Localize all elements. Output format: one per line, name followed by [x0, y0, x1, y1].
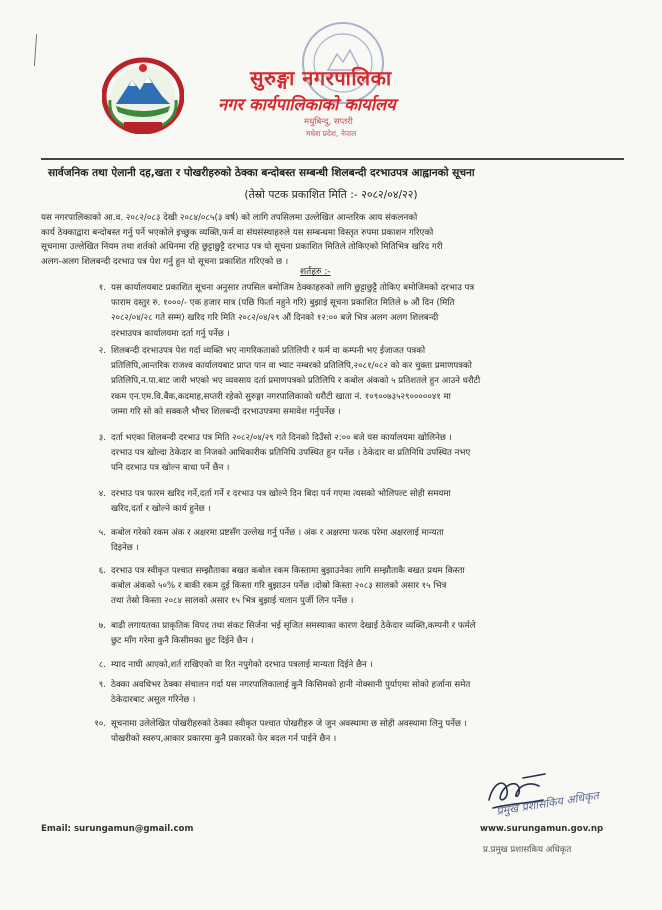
condition-line: दरभाउ पत्र खोल्दा ठेकेदार वा निजको आधिकारीक प्रतिनिधि उपस्थित हुन पर्नेछ । ठेकेदार वा प्रतिनिधि उपस्थित नभए: [111, 448, 471, 459]
condition-number: ५.: [98, 528, 106, 538]
condition-line: खरिद,दर्ता र खोल्ने कार्य हुनेछ ।: [111, 504, 211, 515]
intro-line: कार्य ठेक्काद्वारा बन्दोबस्त गर्नु पर्ने भएकोले इच्छुक व्यक्ति,फर्म वा संघसंस्थाहरुले यस सम्बन्धमा विस्तृत रुपमा प्रकाशन गरिएको: [41, 227, 434, 238]
condition-line: प्रतिलिपि,आन्तरिक राजश्व कार्यालयबाट प्राप्त पान वा भ्याट नम्बरको प्रतिलिपि,२०८१/०८२ को कर चुक्ता प्रमाणपत्रको: [111, 361, 472, 372]
nepal-emblem-icon: [102, 56, 184, 134]
condition-line: कबोल अंकको ५०% र बाकी रकम दुई किस्ता गरि बुझाउन पर्नेछ ।दोस्रो किस्ता २०८३ सालको असार १५ भित्र: [111, 581, 447, 592]
condition-number: ४.: [98, 489, 106, 499]
condition-line: दरभाउ पत्र स्वीकृत पश्चात सम्झौताका बखत कबोल रकम किस्तामा बुझाउनेका लागि सम्झौताकै बखत प्रथम किस्ता: [111, 566, 465, 576]
condition-line: कबोल गरेको रकम अंक र अक्षरमा प्रष्टसँग उल्लेख गर्नु पर्नेछ । अंक र अक्षरमा फरक परेमा अक्षरलाई मान्यता: [111, 528, 444, 538]
intro-line: अलग-अलग शिलबन्दी दरभाउ पत्र पेश गर्नु हुन यो सूचना प्रकाशित गरिएको छ ।: [41, 256, 289, 267]
condition-line: तथा तेस्रो किस्ता २०८४ सालको असार १५ भित्र बुझाई चलान पुर्जी लिन पर्नेछ ।: [111, 596, 354, 607]
notice-title: सार्वजनिक तथा ऐलानी दह,खता र पोखरीहरुको ठेक्का बन्दोबस्त सम्बन्धी शिलबन्दी दरभाउपत्र आह्वानको सूचना: [48, 167, 475, 179]
notice-intro-paragraph: [41, 211, 626, 269]
footer-email: Email: surungamun@gmail.com: [41, 824, 194, 834]
officer-designation: प्र.प्रमुख प्रशासकिय अधिकृत: [483, 845, 572, 855]
footer-website: www.surungamun.gov.np: [480, 824, 604, 834]
condition-number: ७.: [98, 621, 106, 631]
condition-line: म्याद नाघी आएको,शर्त राखिएको वा रित नपुगेको दरभाउ पत्रलाई मान्यता दिईने छैन ।: [111, 660, 373, 670]
header-divider: [41, 158, 624, 160]
municipality-name: सुरुङ्गा नगरपालिका: [250, 66, 392, 90]
condition-line: ठेकेदारबाट असुल गरिनेछ ।: [111, 695, 196, 706]
condition-line: दरभाउपत्र कार्यालयमा दर्ता गर्नु पर्नेछ ।: [111, 328, 230, 339]
condition-line: दर्ता भएका शिलबन्दी दरभाउ पत्र मिति २०८२/०४/२९ गते दिनको दिउँसो २:०० बजे यस कार्यालयमा खोलिनेछ ।: [111, 433, 452, 443]
condition-line: फाराम दस्तुर रु. १०००/- एक हजार मात्र (पछि फिर्ता नहुने गरि) बुझाई सूचना प्रकाशित मितिले ७ औं दिन (मिति: [111, 298, 455, 309]
condition-line: पनि दरभाउ पत्र खोल्न बाधा पर्ने छैन ।: [111, 463, 230, 474]
condition-line: बाढी लगायतका प्राकृतिक विपद तथा संकट सिर्जना भई सृजित समस्याका कारण देखाई ठेकेदार व्यक्ति,कम्पनी र फर्मले: [111, 621, 476, 631]
condition-number: १०.: [94, 719, 106, 729]
address-line-1: मधुबिन्दु, सप्तरी: [304, 117, 353, 127]
intro-line: यस नगरपालिकाको आ.व. २०८२/०८३ देखी २०८४/०८५(३ वर्ष) को लागि तपसिलमा उल्लेखित आन्तरिक आय संकलनको: [41, 213, 418, 223]
intro-line: सूचनामा उल्लेखित नियम तथा शर्तको अधिनमा रहि छुट्टाछुट्टै दरभाउ पत्र यो सूचना प्रकाशित मितिले तोकिएको मितिभित्र खरिद गरी: [41, 242, 443, 253]
condition-line: पोखरीको स्वरुप,आकार प्रकारमा कुनै प्रकारको फेर बदल गर्न पाईने छैन ।: [111, 734, 337, 745]
office-name: नगर कार्यपालिकाको कार्यालय: [218, 95, 396, 114]
condition-line: २०८२/०४/२८ गते सम्म) खरिद गरि मिति २०८२/०४/२९ औं दिनको १२:०० बजे भित्र अलग अलग शिलबन्दी: [111, 313, 439, 324]
condition-line: जम्मा गरि सो को सक्कलै भौचर शिलबन्दी दरभाउपत्रमा समावेश गर्नुपर्नेछ ।: [111, 406, 341, 417]
condition-number: २.: [98, 346, 106, 356]
officer-stamp: प्रमुख प्रशासकिय अधिकृत: [495, 789, 600, 818]
page-edge-mark: [34, 34, 37, 66]
condition-number: ९.: [98, 680, 106, 690]
condition-line: यस कार्यालयबाट प्रकाशित सूचना अनुसार तपसिल बमोजिम ठेक्काहरुको लागि छुट्टाछुट्टै तोकिए बमोजिमको दरभाउ पत्र: [111, 283, 475, 293]
condition-line: रकम एन.एम.वि.बैंक,कदमाह,सप्तरी रहेको सुरुङ्गा नगरपालिकाको धरौटी खाता नं. १०९००७३५२९०००००४१ मा: [111, 391, 451, 402]
condition-line: छुट माँग गरेमा कुनै किसीमका छुट दिईने छैन ।: [111, 636, 254, 647]
condition-line: प्रतिलिपि,न.पा.बाट जारी भएको भए व्यवसाय दर्ता प्रमाणपत्रको प्रतिलिपि र कबोल अंकको ५ प्रतिशतले हुन आउने धरौटी: [111, 376, 481, 387]
condition-number: १.: [98, 283, 106, 293]
condition-number: ६.: [98, 566, 106, 576]
notice-subtitle: (तेस्रो पटक प्रकाशित मिति :- २०८२/०४/२२): [244, 188, 418, 201]
conditions-heading: शर्तहरु :-: [300, 267, 331, 277]
condition-number: ३.: [98, 433, 106, 443]
condition-line: ठेक्का अवधिभर ठेक्का संचालन गर्दा यस नगरपालिकालाई कुनै किसिमको हानी नोक्सानी पुर्याएमा सोको हर्जाना समेत: [111, 680, 471, 690]
condition-line: शिलबन्दी दरभाउपत्र पेश गर्दा व्यक्ति भए नागरिकताको प्रतिलिपी र फर्म वा कम्पनी भए ईजाजत पत्रको: [111, 346, 426, 356]
condition-line: दरभाउ पत्र फारम खरिद गर्ने,दर्ता गर्ने र दरभाउ पत्र खोल्ने दिन बिदा पर्न गएमा त्यसको भोलिपल्ट सोही समयमा: [111, 489, 451, 499]
condition-line: सूचनामा उलेलेखित पोखरीहरुको ठेक्का स्वीकृत पश्चात पोखरीहरु जे जुन अवस्थामा छ सोही अवस्थामा लिनु पर्नेछ ।: [111, 719, 467, 729]
condition-line: दिइनेछ ।: [111, 543, 139, 554]
address-line-2: मधेश प्रदेश, नेपाल: [306, 129, 357, 138]
condition-number: ८.: [98, 660, 106, 670]
